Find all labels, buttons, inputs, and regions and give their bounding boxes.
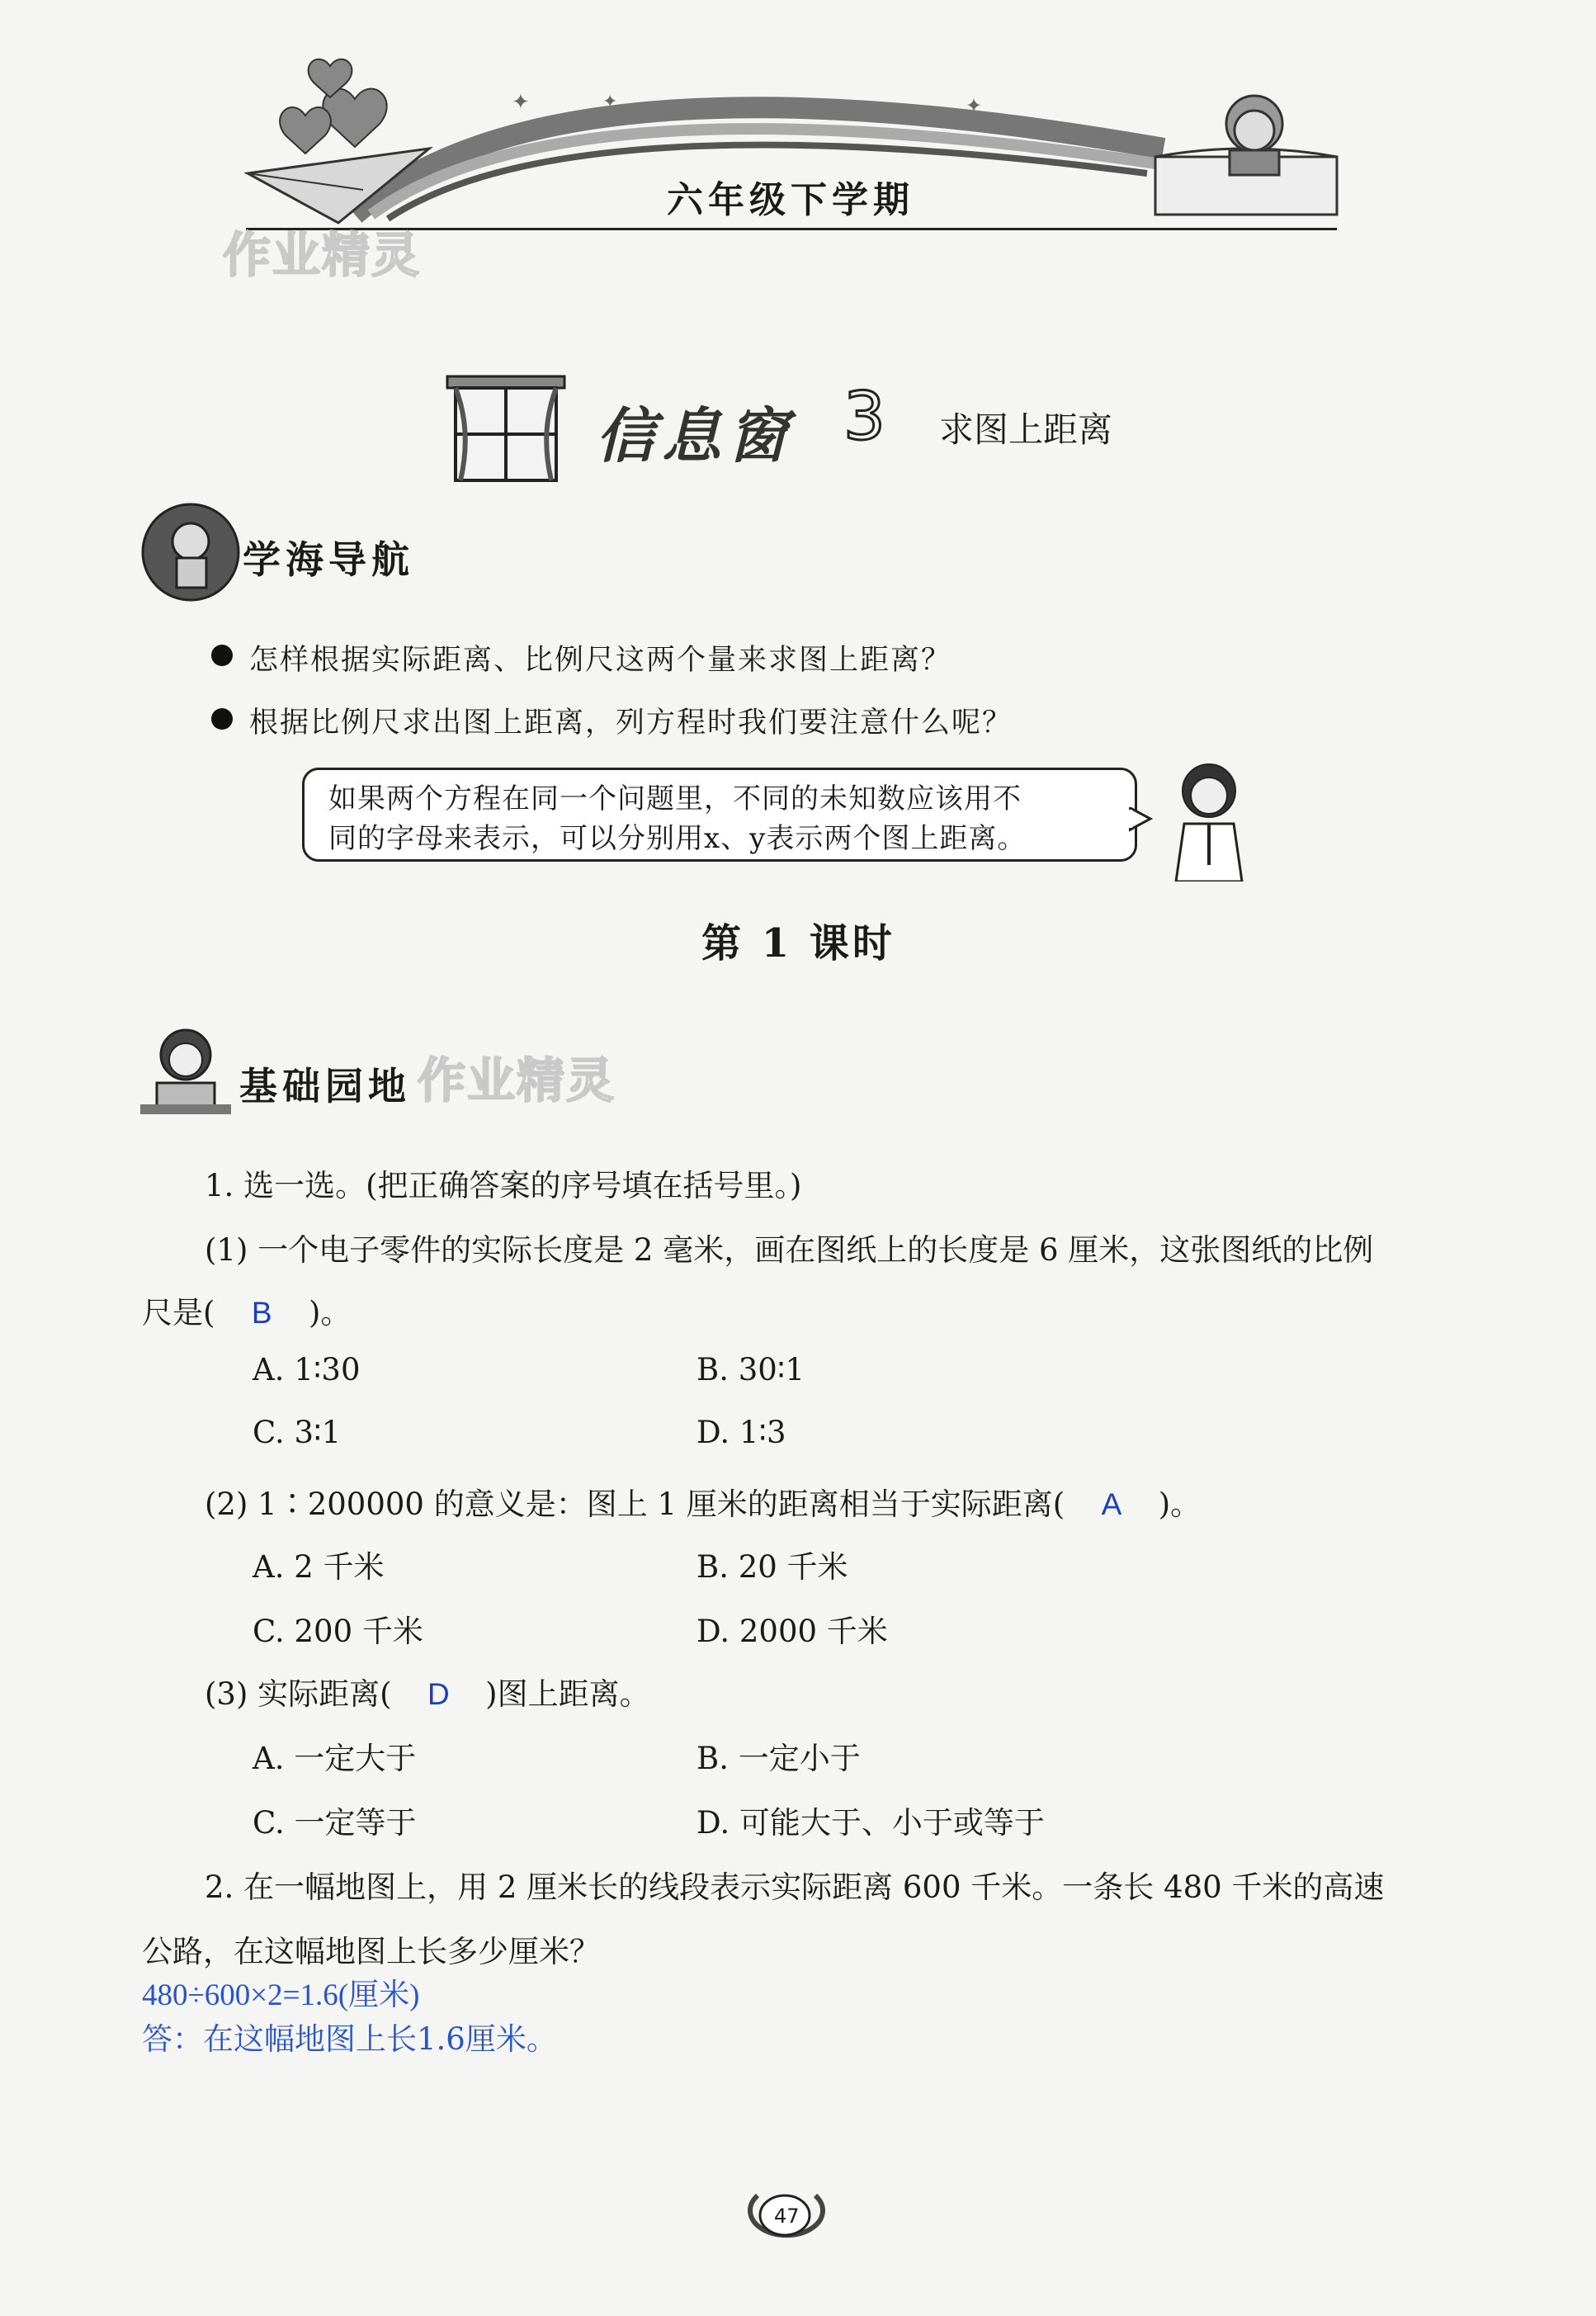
q1-2-line [205, 1479, 1201, 1524]
svg-text:✦: ✦ [512, 90, 530, 115]
semester-title: 六年级下学期 [667, 179, 914, 221]
q1-stem: 1. 选一选。(把正确答案的序号填在括号里。) [205, 1168, 802, 1203]
q1-1-option-d: D. 1∶3 [696, 1415, 786, 1450]
guide-heading: 学海导航 [243, 537, 414, 582]
q2-line2: 公路，在这幅地图上长多少厘米？ [142, 1934, 600, 1969]
q2-work: 480÷600×2=1.6(厘米) [142, 1978, 420, 2012]
svg-text:✦: ✦ [966, 94, 983, 117]
bullet-icon [211, 708, 233, 730]
bullet-icon [211, 645, 233, 666]
window-icon [444, 373, 568, 487]
bubble-tail [1129, 807, 1154, 835]
page-number: 47 [774, 2205, 800, 2228]
basics-heading: 基础园地 [239, 1064, 411, 1108]
heart-balloon-icon [280, 59, 387, 154]
unit-label: 信息窗 [596, 401, 795, 470]
q2-line1: 2. 在一幅地图上，用 2 厘米长的线段表示实际距离 600 千米。一条长 480 千米的高速 [205, 1869, 1385, 1905]
q1-3-option-c: C. 一定等于 [253, 1805, 417, 1841]
q1-1-option-b: B. 30∶1 [696, 1352, 805, 1387]
q1-3-suffix: )图上距离。 [485, 1676, 650, 1712]
q1-1-line1: (1) 一个电子零件的实际长度是 2 毫米，画在图纸上的长度是 6 厘米，这张图纸的比例 [205, 1232, 1374, 1268]
tip-line-2: 同的字母来表示，可以分别用x、y表示两个图上距离。 [328, 822, 1027, 855]
lesson-title: 第 1 课时 [701, 920, 895, 967]
q1-2-option-c: C. 200 千米 [253, 1614, 423, 1649]
q1-2-option-d: D. 2000 千米 [696, 1614, 888, 1649]
q1-1-suffix: )。 [308, 1295, 352, 1331]
unit-banner-window-icon [444, 373, 568, 490]
unit-title: 求图上距离 [939, 409, 1113, 450]
q1-1-answer: B [251, 1296, 272, 1330]
unit-number: 3 [843, 378, 885, 455]
q1-3-prefix: (3) 实际距离( [205, 1676, 392, 1712]
q1-3-option-b: B. 一定小于 [696, 1741, 861, 1776]
q1-2-prefix: (2) 1∶200000 的意义是：图上 1 厘米的距离相当于实际距离( [205, 1486, 1065, 1522]
q1-2-option-a: A. 2 千米 [253, 1549, 385, 1585]
guide-question-2: 根据比例尺求出图上距离，列方程时我们要注意什么呢？ [249, 707, 1013, 740]
q1-2-suffix: )。 [1158, 1486, 1202, 1522]
q1-3-answer: D [427, 1677, 450, 1711]
q1-1-line2 [142, 1288, 351, 1332]
q1-2-answer: A [1101, 1487, 1122, 1521]
basics-mascot-icon [140, 1025, 231, 1119]
q1-1-prefix: 尺是( [142, 1295, 215, 1331]
reading-girl-icon [1155, 96, 1337, 215]
q1-1-option-a: A. 1∶30 [253, 1352, 361, 1387]
q1-3-line [205, 1669, 650, 1713]
q1-2-option-b: B. 20 千米 [696, 1549, 848, 1585]
header-watermark: 作业精灵 [223, 227, 422, 283]
q1-3-option-a: A. 一定大于 [253, 1741, 417, 1776]
q1-1-option-c: C. 3∶1 [253, 1415, 342, 1450]
q2-answer: 答：在这幅地图上长1.6厘米。 [142, 2021, 557, 2057]
tip-line-1: 如果两个方程在同一个问题里，不同的未知数应该用不 [328, 782, 1022, 815]
q1-3-option-d: D. 可能大于、小于或等于 [696, 1805, 1045, 1841]
basics-watermark: 作业精灵 [418, 1052, 616, 1108]
guide-mascot-icon [140, 502, 241, 606]
svg-text:✦: ✦ [602, 92, 618, 112]
teacher-icon [1164, 758, 1254, 885]
guide-question-1: 怎样根据实际距离、比例尺这两个量来求图上距离？ [249, 644, 952, 677]
